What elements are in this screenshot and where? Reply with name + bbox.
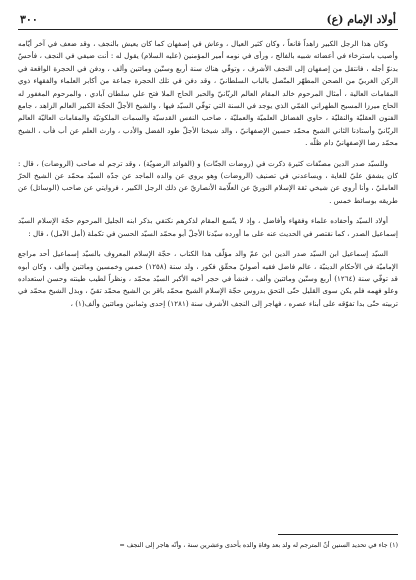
running-title: أولاد الإمام (ع) bbox=[326, 13, 396, 26]
body-text bbox=[18, 38, 398, 310]
paragraph: وللسيّد صدر الدين مصنّفات كثيرة ذكرت في (روضات الجنّات) و (الفوائد الرضويّة) ، وقد ترجم له صاحب (الروضات) ، قال : كان يشفق عليّ للغاية ، ويساعدني في تصنيف (الروضات) وهو يروي عن والده الماجد عن جدّه السيّد محمّد عن الشيخ الحرّ العامليّ ، وأنا أروي عن شيخي ثقة الإسلام النوريّ عن العلّامة الأنصاريّ عن ذلك الرجل الكبير ، فروايتي عن صاحب (الوسائل) عن طريقه بوسائط خمس . bbox=[18, 158, 398, 205]
footnote-rule bbox=[278, 534, 398, 535]
page-header bbox=[18, 10, 398, 26]
paragraph: أولاد السيّد وأحفاده علماء وفقهاء وأفاضل ، وإذ لا يتّسع المقام لذكرهم نكتفي بذكر ابنه الجليل المرحوم حجّة الإسلام السيّد إسماعيل الصدر ، كما نقتصر في الحديث عنه على ما أورده سيّدنا الأجلّ أبو محمّد السيّد الحسن في تكملة (أمل الآمل) ، قال : bbox=[18, 216, 398, 238]
paragraph: السيّد إسماعيل ابن السيّد صدر الدين ابن عمّ والد مؤلّف هذا الكتاب ، حجّة الإسلام المعروف بالسيّد إسماعيل أحد مراجع الإماميّة في الأحكام الدينيّة ، عالم فاضل فقيه أصوليّ محقّق فكور ، ولد سنة (١٢٥٨) خمس وخمسين ومائتين وألف ، وكان أبوه قد توفّي سنة (١٢٦٤) أربع وستّين ومائتين وألف ، فنشأ في حجر أخيه الأكبر السيّد محمّد ، ونظراً لطيب طينته وحسن استعداده وعلو فهمه فلم يكن سوى القليل حتّى التحق بدروس حجّة الإسلام الشيخ محمّد باقر بن الشيخ محمّد تقيّ ، وبذل الشيخ محمّد في تربيته حتّى بدا تفوّقه على أبناء عصره ، فهاجر إلى النجف الأشرف سنة (١٢٨١) إحدى وثمانين ومائتين وألف(١) ، bbox=[18, 249, 398, 308]
paragraph: وكان هذا الرجل الكبير زاهداً قانعاً ، وكان كثير العيال ، وعاش في إصفهان كما كان يعيش بالنجف ، وقد ضعف في آخر أيّامه وأصيب باسترخاء في أعضائه شبيه بالفالج ، ورأى في نومه أمير المؤمنين (عليه السلام) يقول له : أنت ضيفي في النجف ، فأحسّ بدنوّ أجله ، فانتقل من إصفهان إلى النجف الأشرف ، وتوفّي هناك سنة أربع وستّين ومائتين وألف ، ودفن في الحجرة الواقعة في الركن الغربيّ من الصحن المطهّر المتّصل بالباب السلطانيّ ، وقد دفن في تلك الحجرة جماعة من أكابر العلماء والفقهاء ذوي المقامات العالية ، أمثال المرحوم خالد المقام العالم الربّانيّ والحبر الحاج الملا فتح علي سلطان آبادي ، والمرحوم المغفور له الحاج ميرزا المسيح الطهراني القمّي الذي يوجد في السنة التي توفّي السيّد فيها ، والشيخ الأجلّ الحجّة الكبير العالم الزاهد ، جامع الفنون العقليّة والنقليّة ، حاوي الفضائل العلميّة والعمليّة ، صاحب النفس القدسيّة والسمات الملكوتيّة والمقامات العاليّة العالم الربّانيّ وأستاذنا الثاني الشيخ محمّد حسين الإصفهانيّ ، والد شيخنا الأجلّ طود الفضل والأدب ، وارث العلم عن أب فأب ، الشيخ محمّد رضا الإصفهانيّ دام ظلّه . bbox=[18, 39, 398, 148]
book-page bbox=[18, 10, 398, 570]
footnote: (١) جاء في تحديد السنين أنّ المترجم له ولد بعد وفاة والده بأحدى وعشرين سنة ، وأنّه هاجر إلى النجف = bbox=[119, 541, 398, 549]
page-number: ٣٠٠ bbox=[20, 13, 38, 26]
header-rule bbox=[18, 29, 398, 30]
